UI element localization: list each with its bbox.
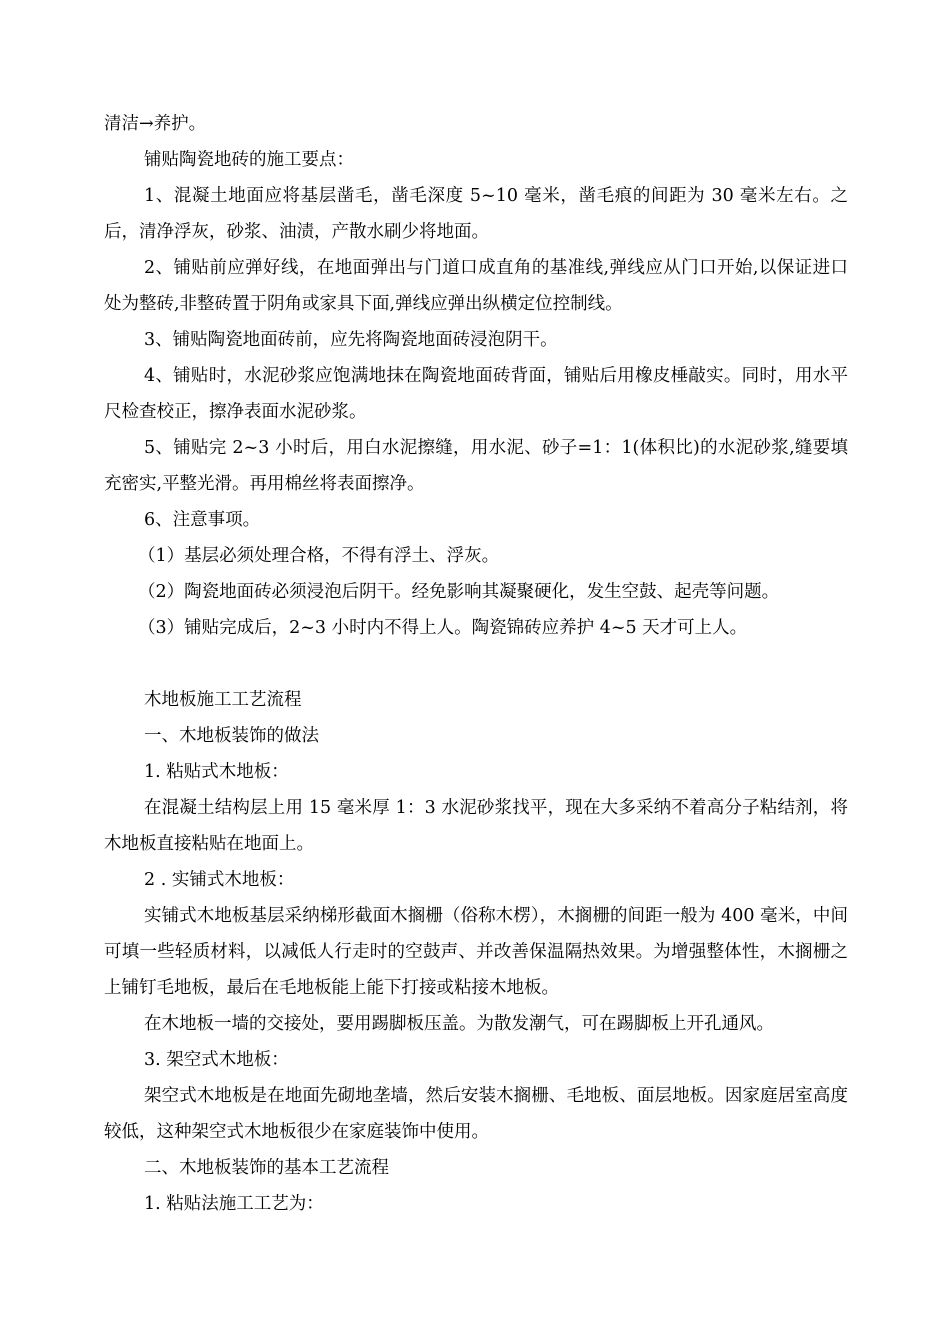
section-spacer	[104, 646, 848, 682]
paragraph-note-3: （3）铺贴完成后，2~3 小时内不得上人。陶瓷锦砖应养护 4~5 天才可上人。	[138, 618, 748, 638]
heading-wood-floor-methods: 一、木地板装饰的做法	[144, 726, 319, 746]
paragraph-tile-point-5: 5、铺贴完 2~3 小时后，用白水泥擦缝，用水泥、砂子=1：1(体积比)的水泥砂浆,缝要填充密实,平整光滑。再用棉丝将表面擦净。	[104, 438, 848, 494]
document-body	[104, 106, 848, 1222]
paragraph-solid-floor: 实铺式木地板基层采纳梯形截面木搁栅（俗称木楞），木搁栅的间距一般为 400 毫米，中间可填一些轻质材料，以减低人行走时的空鼓声、并改善保温隔热效果。为增强整体性，木搁栅之上铺钉毛地板，最后在毛地板能上能下打接或粘接木地板。	[104, 906, 848, 998]
paragraph-tile-point-1: 1、混凝土地面应将基层凿毛，凿毛深度 5~10 毫米，凿毛痕的间距为 30 毫米左右。之后，清净浮灰，砂浆、油渍，产散水刷少将地面。	[104, 186, 848, 242]
section-title-wood-floor: 木地板施工工艺流程	[144, 690, 302, 710]
paragraph-tile-point-3: 3、铺贴陶瓷地面砖前，应先将陶瓷地面砖浸泡阴干。	[144, 330, 558, 350]
paragraph-raised-floor: 架空式木地板是在地面先砌地垄墙，然后安装木搁栅、毛地板、面层地板。因家庭居室高度较低，这种架空式木地板很少在家庭装饰中使用。	[104, 1086, 848, 1142]
paragraph-note-1: （1）基层必须处理合格，不得有浮土、浮灰。	[138, 546, 500, 566]
paragraph-tile-point-4: 4、铺贴时，水泥砂浆应饱满地抹在陶瓷地面砖背面，铺贴后用橡皮棰敲实。同时，用水平尺检查校正，擦净表面水泥砂浆。	[104, 366, 848, 422]
paragraph-tile-point-2: 2、铺贴前应弹好线，在地面弹出与门道口成直角的基准线,弹线应从门口开始,以保证进口处为整砖,非整砖置于阴角或家具下面,弹线应弹出纵横定位控制线。	[104, 258, 848, 314]
heading-basic-process: 二、木地板装饰的基本工艺流程	[144, 1158, 389, 1178]
paragraph-process-end: 清洁→养护。	[104, 114, 207, 134]
paragraph-tile-key-points-heading: 铺贴陶瓷地砖的施工要点：	[144, 150, 354, 170]
paragraph-tile-point-6: 6、注意事项。	[144, 510, 261, 530]
heading-glued-process: 1. 粘贴法施工工艺为：	[144, 1194, 324, 1214]
heading-glued-floor: 1. 粘贴式木地板：	[144, 762, 289, 782]
paragraph-note-2: （2）陶瓷地面砖必须浸泡后阴干。经免影响其凝聚硬化，发生空鼓、起壳等问题。	[138, 582, 780, 602]
heading-solid-floor: 2 . 实铺式木地板：	[144, 870, 295, 890]
paragraph-glued-floor: 在混凝土结构层上用 15 毫米厚 1：3 水泥砂浆找平，现在大多采纳不着高分子粘结剂，将木地板直接粘贴在地面上。	[104, 798, 848, 854]
heading-raised-floor: 3. 架空式木地板：	[144, 1050, 289, 1070]
paragraph-skirting: 在木地板一墙的交接处，要用踢脚板压盖。为散发潮气，可在踢脚板上开孔通风。	[144, 1014, 774, 1034]
